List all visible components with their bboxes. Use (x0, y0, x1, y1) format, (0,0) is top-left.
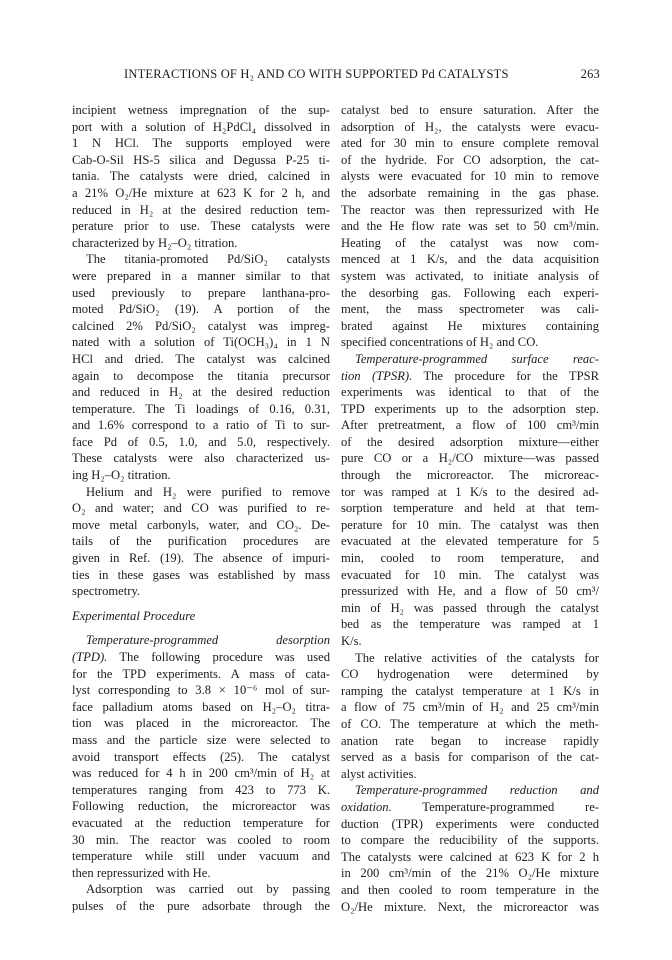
text-line: of the hydride. For CO adsorption, the cat- (341, 152, 599, 167)
text-line: min, cooled to room temperature, and (341, 551, 599, 566)
text-line: through the microreactor. The microreac- (341, 468, 599, 483)
text-line: Temperature-programmed surface reac- (355, 351, 599, 366)
text-line: adsorption of H₂, the catalysts were evacu- (341, 119, 599, 134)
text-line: tania. The catalysts were dried, calcined in (72, 169, 330, 184)
text-line: tails of the purification procedures are (72, 534, 330, 549)
text-line: 1 N HCl. The supports employed were (72, 136, 330, 151)
text-line: brated against He mixtures containing (341, 318, 599, 333)
text-line: temperatures ranging from 423 to 773 K. (72, 782, 330, 797)
running-title: INTERACTIONS OF H₂ AND CO WITH SUPPORTED Pd CATALYSTS (124, 67, 509, 81)
text-line: system was activated, to initiate analysis of (341, 268, 599, 283)
text-line: face palladium atoms based on H₂–O₂ titra- (72, 699, 330, 714)
text-line: calcined 2% Pd/SiO₂ catalyst was impreg- (72, 318, 330, 333)
text-line: Following reduction, the microreactor was (72, 799, 330, 814)
text-line: anation rate began to increase rapidly (341, 733, 599, 748)
text-line: for the TPD experiments. A mass of cata- (72, 666, 330, 681)
text-line: oxidation. Temperature-programmed re- (341, 799, 599, 814)
text-line: Temperature-programmed reduction and (355, 783, 599, 798)
text-line: Temperature-programmed desorption (86, 633, 330, 648)
text-line: The reactor was then repressurized with He (341, 202, 599, 217)
text-line: These catalysts were also characterized us- (72, 451, 330, 466)
text-line: ties in these gases was established by mass (72, 567, 330, 582)
text-line: perature prior to use. These catalysts were (72, 219, 330, 234)
text-line: temperature while still under vacuum and (72, 849, 330, 864)
text-line: nated with a solution of Ti(OCH₃)₄ in 1 N (72, 335, 330, 350)
text-line: used previously to prepare lanthana-pro- (72, 285, 330, 300)
text-line: and 1.6% correspond to a ratio of Ti to sur- (72, 418, 330, 433)
section-heading: Experimental Procedure (72, 608, 196, 623)
text-line: pulses of the pure adsorbate through the (72, 898, 330, 913)
text-line: lyst corresponding to 3.8 × 10⁻⁶ mol of sur- (72, 683, 330, 698)
text-line: HCl and dried. The catalyst was calcined (72, 351, 330, 366)
text-line: ment, the mass spectrometer was cali- (341, 302, 599, 317)
text-line: Cab-O-Sil HS-5 silica and Degussa P-25 ti- (72, 152, 330, 167)
text-line: of CO. The temperature at which the meth- (341, 716, 599, 731)
text-line: O₂/He mixture. Next, the microreactor was (341, 899, 599, 914)
text-line: tor was ramped at 1 K/s to the desired ad- (341, 484, 599, 499)
text-line: O₂ and water; and CO was purified to re- (72, 501, 330, 516)
text-line: the desorbing gas. Following each experi- (341, 285, 599, 300)
text-line: duction (TPR) experiments were conducted (341, 816, 599, 831)
text-line: bed as the temperature was ramped at 1 (341, 617, 599, 632)
text-line: specified concentrations of H₂ and CO. (341, 335, 539, 350)
text-line: and reduced in H₂ at the desired reduction (72, 385, 330, 400)
text-line: alyst activities. (341, 766, 417, 781)
text-line: served as a basis for comparison of the cat- (341, 750, 599, 765)
text-line: port with a solution of H₂PdCl₄ dissolved in (72, 119, 330, 134)
right-text-column (341, 102, 599, 915)
text-line: temperature. The Ti loadings of 0.16, 0.31, (72, 401, 330, 416)
text-line: TPD experiments up to the adsorption step. (341, 401, 599, 416)
text-line: avoid transport effects (25). The catalyst (72, 749, 330, 764)
text-line: alysts were evacuated for 10 min to remove (341, 169, 599, 184)
text-line: evacuated at the reduction temperature for (72, 815, 330, 830)
text-line: a flow of 75 cm³/min of H₂ and 25 cm³/min (341, 700, 599, 715)
text-line: face Pd of 0.5, 1.0, and 5.0, respectively. (72, 434, 330, 449)
text-line: in 200 cm³/min of the 21% O₂/He mixture (341, 866, 599, 881)
text-line: menced at 1 K/s, and the data acquisition (341, 252, 599, 267)
text-line: were prepared in a manner similar to that (72, 268, 330, 283)
text-line: move metal carbonyls, water, and CO₂. De- (72, 517, 330, 532)
paragraph-spacer (72, 624, 330, 632)
text-line: reduced in H₂ at the desired reduction tem- (72, 202, 330, 217)
text-line: again to decompose the titania precursor (72, 368, 330, 383)
text-line: evacuated at the elevated temperature for 5 (341, 534, 599, 549)
text-line: the adsorbate remaining in the gas phase. (341, 185, 599, 200)
text-line: of the desired adsorption mixture—either (341, 434, 599, 449)
text-line: pure CO or a H₂/CO mixture—was passed (341, 451, 599, 466)
text-line: Helium and H₂ were purified to remove (86, 484, 330, 499)
text-line: The relative activities of the catalysts for (355, 650, 599, 665)
text-line: K/s. (341, 634, 362, 648)
text-line: evacuated for 10 min. The catalyst was (341, 567, 599, 582)
text-line: experiments was identical to that of the (341, 385, 599, 400)
text-line: The catalysts were calcined at 623 K for 2 h (341, 849, 599, 864)
text-line: was reduced for 4 h in 200 cm³/min of H₂ at (72, 766, 330, 781)
text-line: CO hydrogenation were determined by (341, 667, 599, 682)
text-line: pressurized with He, and a flow of 50 cm³/ (341, 584, 599, 599)
text-line: ing H₂–O₂ titration. (72, 468, 171, 483)
text-line: incipient wetness impregnation of the sup- (72, 103, 330, 117)
text-line: mass and the particle size were selected to (72, 732, 330, 747)
text-line: tion was placed in the microreactor. The (72, 716, 330, 731)
text-line: moted Pd/SiO₂ (19). A portion of the (72, 302, 330, 317)
text-line: then repressurized with He. (72, 865, 211, 880)
text-line: ramping the catalyst temperature at 1 K/s in (341, 683, 599, 698)
left-text-column (72, 102, 330, 915)
text-line: to compare the reducibility of the supports. (341, 833, 599, 848)
text-line: catalyst bed to ensure saturation. After the (341, 103, 599, 117)
text-line: 30 min. The reactor was cooled to room (72, 832, 330, 847)
text-line: and the He flow rate was set to 50 cm³/min. (341, 219, 599, 234)
page-header (80, 67, 600, 85)
text-line: perature for 10 min. The catalyst was then (341, 517, 599, 532)
text-line: (TPD). The following procedure was used (72, 650, 330, 664)
text-line: a 21% O₂/He mixture at 623 K for 2 h, and (72, 185, 330, 200)
text-line: min of H₂ was passed through the catalyst (341, 600, 599, 615)
text-line: tion (TPSR). The procedure for the TPSR (341, 368, 599, 383)
text-line: Heating of the catalyst was now com- (341, 235, 599, 250)
text-line: characterized by H₂–O₂ titration. (72, 235, 238, 250)
text-line: After pretreatment, a flow of 100 cm³/min (341, 418, 599, 433)
text-line: The titania-promoted Pd/SiO₂ catalysts (86, 252, 330, 267)
text-line: Adsorption was carried out by passing (86, 882, 330, 897)
text-line: given in Ref. (19). The absence of impuri- (72, 551, 330, 566)
paragraph-spacer (72, 600, 330, 608)
text-line: ated for 30 min to ensure complete removal (341, 136, 599, 151)
text-line: and then cooled to room temperature in the (341, 882, 599, 897)
text-line: sorption temperature and held at that tem- (341, 501, 599, 516)
text-line: spectrometry. (72, 584, 141, 599)
page-number: 263 (580, 67, 600, 81)
